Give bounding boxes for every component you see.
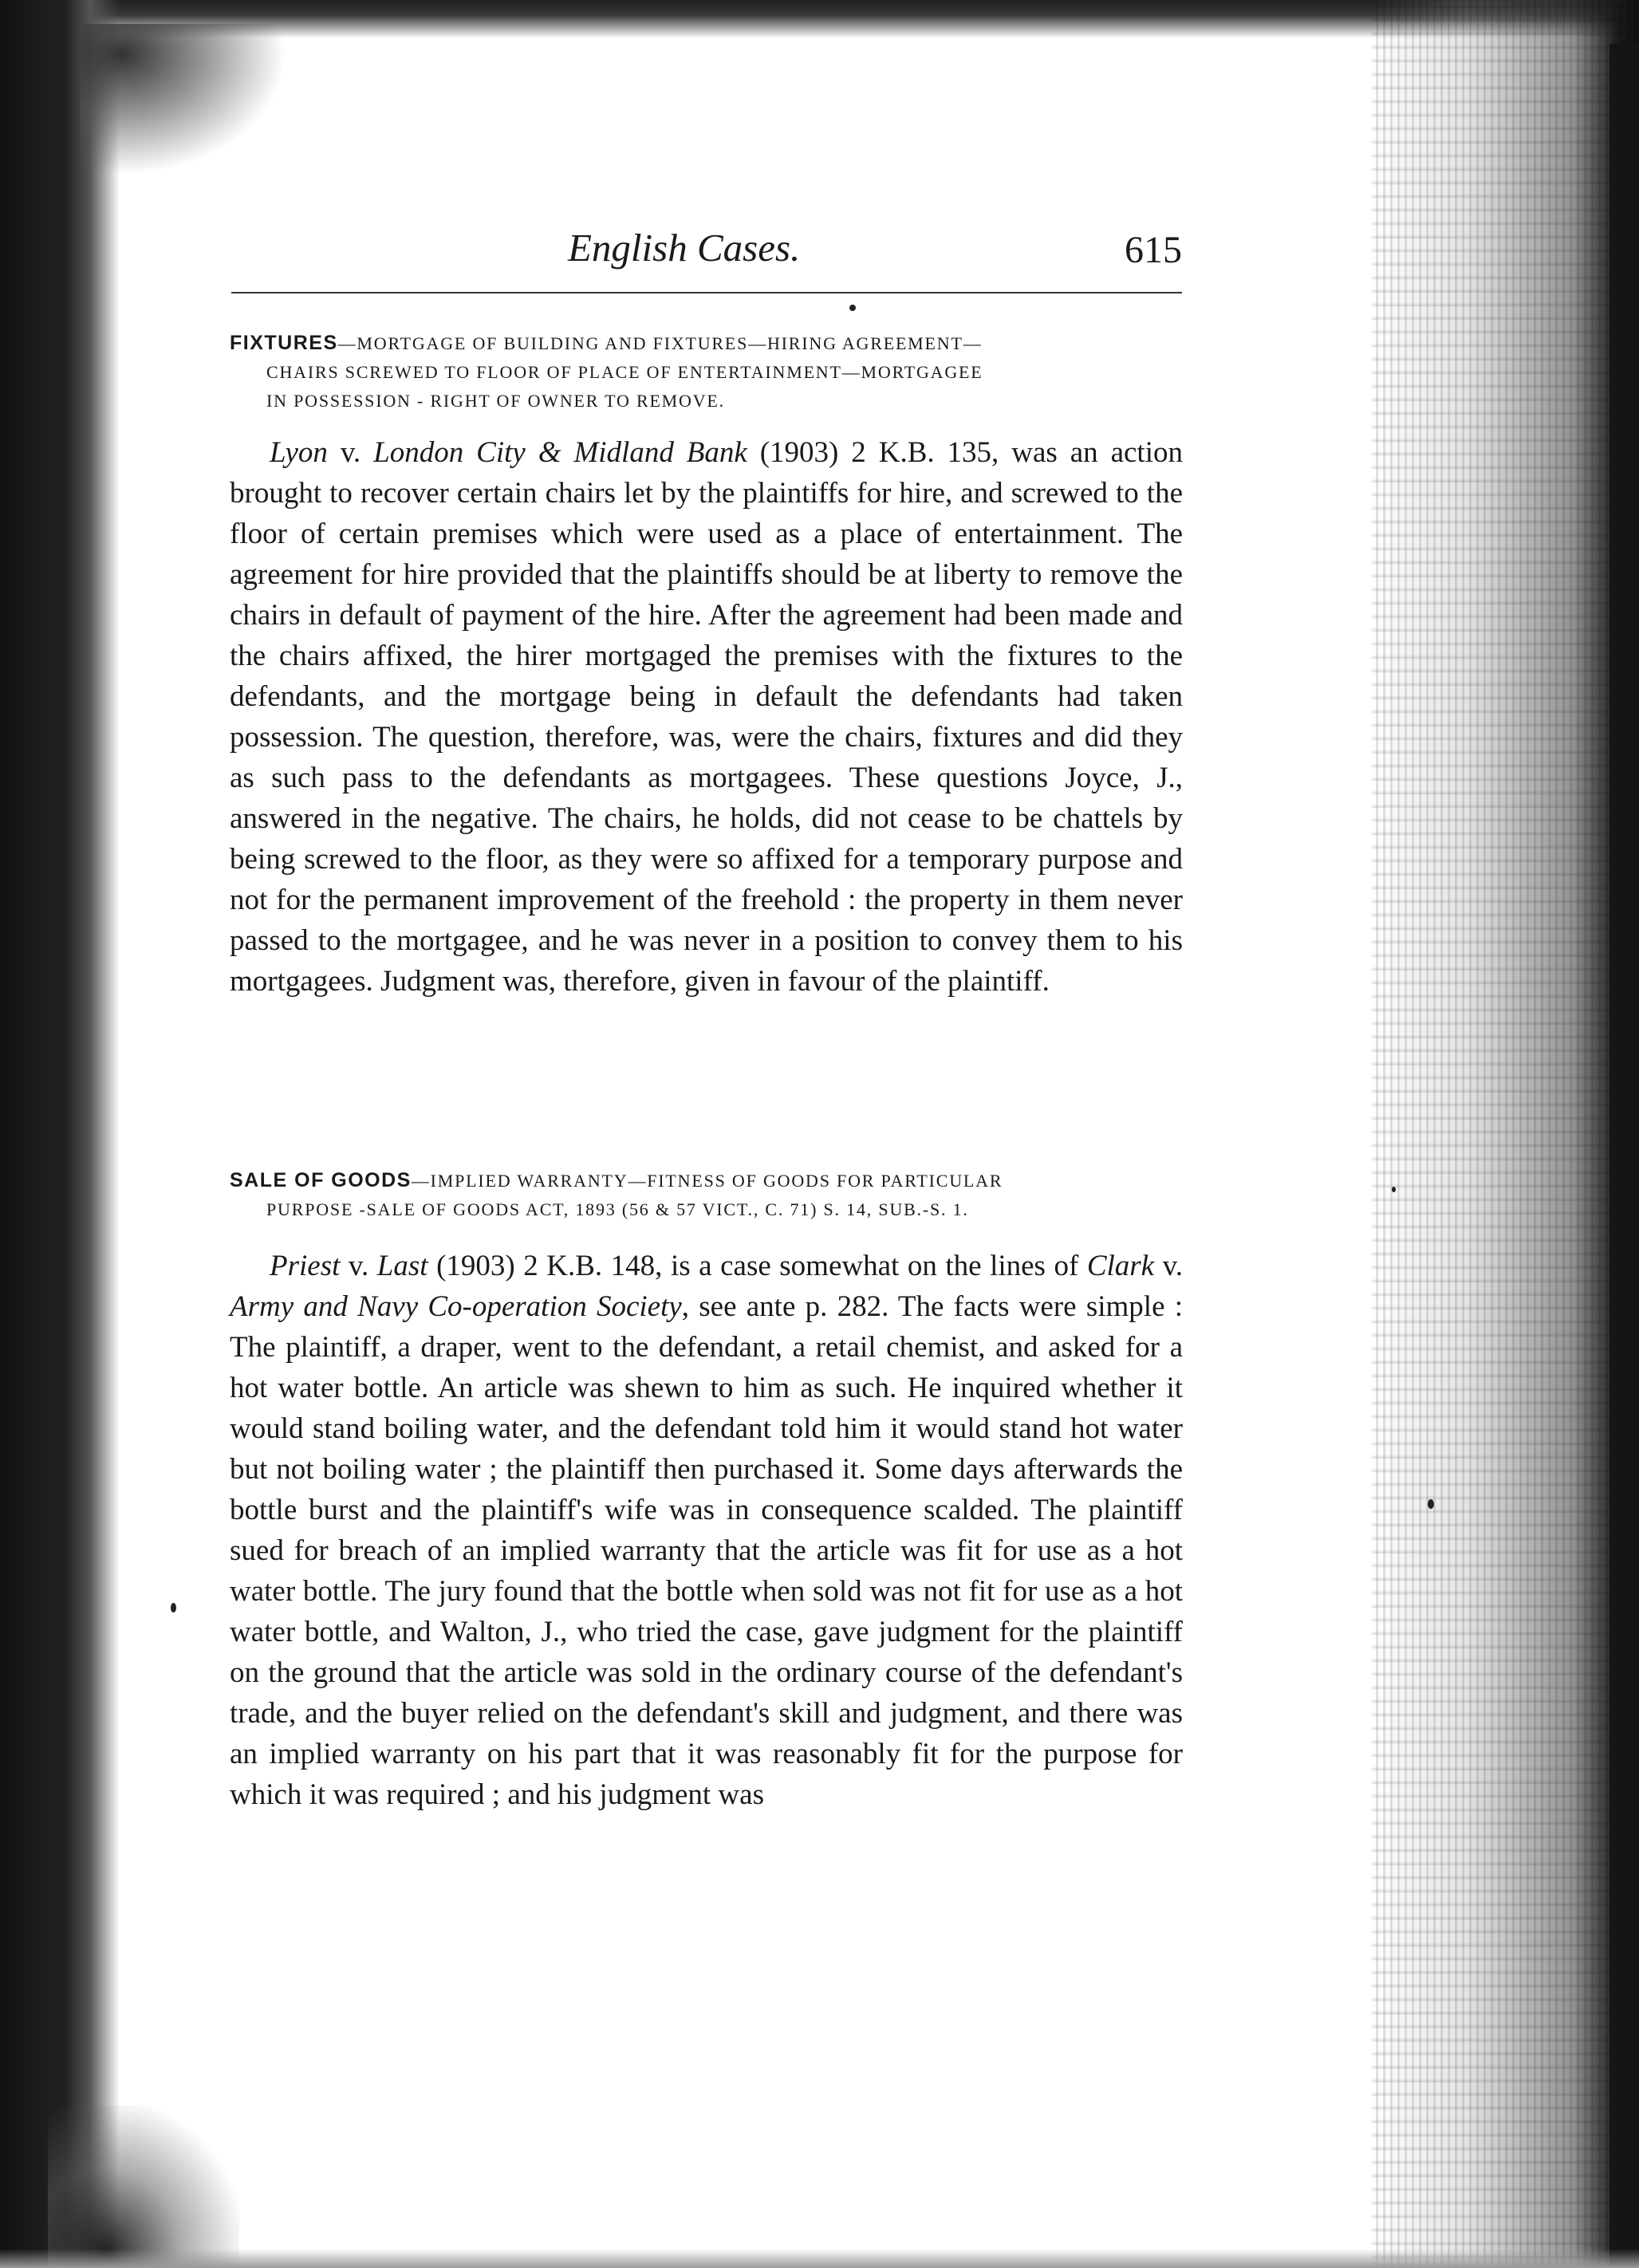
paragraph-text: was an action brought to recover certain chairs let by the plaintiffs for hire, and screwed to the floor of certain premises which were used as a place of entertainment. The agreement for hire provided that the plaintiffs should be at liberty to remove the chairs in default of payment of the hire. After the agreement had been made and the chairs affixed, the hirer mortgaged the premises with the fixtures to the defendants, and the mortgage being in default the defendants had taken possession. The question, therefore, was, were the chairs, fixtures and did they as such pass to the defendants as mortgagees. These questions Joyce, J., answered in the negative. The chairs, he holds, did not cease to be chattels by being screwed to the floor, as they were so affixed for a temporary purpose and not for the permanent improvement of the freehold : the property in them never passed to the mortgagee, and he was never in a position to convey them to his mortgagees. Judgment was, therefore, given in favour of the plaintiff. (230, 436, 1183, 998)
section-heading-line: PURPOSE -SALE OF GOODS ACT, 1893 (56 & 57 VICT., C. 71) S. 14, SUB.-S. 1. (266, 1199, 969, 1219)
case-v: v. (340, 1250, 377, 1282)
paragraph-text: , see ante p. 282. The facts were simple : The plaintiff, a draper, went to the defendant, a retail chemist, and asked for a hot water bottle. An article was shewn to him as such. He inquired whether it would stand boiling water, and the defendant told him it would stand hot water but not boiling water ; the plaintiff then purchased it. Some days afterwards the bottle burst and the plaintiff's wife was in consequence scalded. The plaintiff sued for breach of an implied warranty that the article was fit for use as a hot water bottle. The jury found that the bottle when sold was not fit for use as a hot water bottle, and Walton, J., who tried the case, gave judgment for the plaintiff on the ground that the article was sold in the ordinary course of the defendant's trade, and the buyer relied on the defendant's skill and judgment, and there was an implied warranty on his part that it was reasonably fit for the purpose for which it was required ; and his judgment was (230, 1290, 1183, 1811)
scan-dark-edge-right (1609, 44, 1639, 2268)
reference-case-plaintiff: Clark (1086, 1250, 1155, 1282)
case-plaintiff: Priest (270, 1250, 341, 1282)
header-rule (231, 292, 1182, 293)
case-defendant: London City & Midland Bank (373, 436, 747, 469)
scan-blotch-top-left (80, 24, 287, 175)
section-heading-sale-of-goods (230, 1166, 1183, 1224)
section-heading-line: —MORTGAGE OF BUILDING AND FIXTURES—HIRING AGREEMENT— (337, 333, 983, 353)
case-citation: (1903) 2 K.B. 135, (747, 436, 1012, 469)
section-heading-line: CHAIRS SCREWED TO FLOOR OF PLACE OF ENTERTAINMENT—MORTGAGEE (266, 362, 983, 382)
case-citation: (1903) 2 K.B. 148, (427, 1250, 671, 1282)
page-number: 615 (1125, 229, 1182, 271)
scan-speck (1428, 1499, 1434, 1509)
page-header (231, 225, 1182, 289)
reference-case-v: v. (1154, 1250, 1183, 1282)
paragraph-text: is a case somewhat on the lines of (670, 1250, 1087, 1282)
scan-shadow-bottom (0, 2249, 1639, 2268)
header-dot (849, 305, 856, 311)
reference-case-defendant: Army and Navy Co-operation Society (230, 1290, 682, 1323)
scan-shadow-left (0, 0, 120, 2268)
scan-page-edges-right (1372, 0, 1639, 2268)
section-body-sale-of-goods (230, 1246, 1183, 1815)
scan-speck (1392, 1187, 1396, 1192)
case-defendant: Last (376, 1250, 428, 1282)
scan-speck (171, 1603, 176, 1612)
section-lead: FIXTURES (230, 332, 338, 354)
section-lead: SALE OF GOODS (230, 1169, 412, 1191)
case-plaintiff: Lyon (270, 436, 328, 469)
section-heading-line: IN POSSESSION - RIGHT OF OWNER TO REMOVE. (266, 391, 725, 411)
section-heading-line: —IMPLIED WARRANTY—FITNESS OF GOODS FOR PARTICULAR (411, 1171, 1003, 1191)
case-v: v. (327, 436, 374, 469)
scan-blotch-bottom-left (48, 2105, 239, 2268)
section-heading-fixtures (230, 329, 1183, 415)
running-title: English Cases. (568, 226, 801, 270)
section-body-fixtures (230, 432, 1183, 1002)
